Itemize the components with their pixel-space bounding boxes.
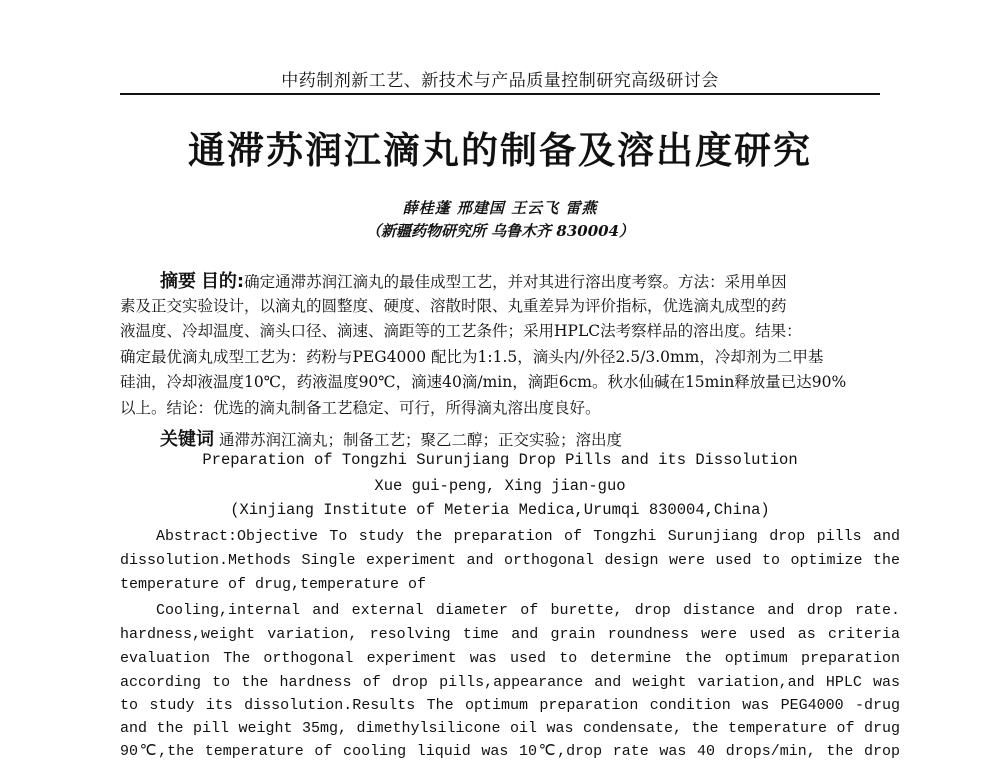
paper-title: 通滞苏润江滴丸的制备及溶出度研究 — [188, 129, 812, 172]
abstract-cn-text: 确定通滞苏润江滴丸的最佳成型工艺，并对其进行溶出度考察。方法：采用单因 — [244, 273, 787, 291]
abstract-cn-line-6: 以上。结论：优选的滴丸制备工艺稳定、可行，所得滴丸溶出度良好。 — [120, 399, 601, 417]
english-abstract-line: according to the hardness of drop pills,appearance and weight variation,and HPLC was — [120, 674, 900, 691]
english-abstract-line: and the pill weight 35mg, dimethylsilicone oil was condensate, the temperature of drug — [120, 720, 900, 737]
abstract-cn-line-5: 硅油，冷却液温度10℃，药液温度90℃，滴速40滴/min，滴距6cm。秋水仙碱在15min释放量已达90% — [120, 373, 847, 391]
english-abstract-line: hardness,weight variation, resolving time and grain roundness were used as criteria — [120, 626, 900, 643]
abstract-cn-line-3: 液温度、冷却温度、滴头口径、滴速、滴距等的工艺条件；采用HPLC法考察样品的溶出度。结果： — [120, 322, 802, 340]
english-abstract-line: to study its dissolution.Results The optimum preparation condition was PEG4000 -drug — [120, 697, 900, 714]
english-abstract-line: evaluation The orthogonal experiment was used to determine the optimum preparation — [120, 650, 900, 667]
english-title: Preparation of Tongzhi Surunjiang Drop Pills and its Dissolution — [202, 451, 798, 469]
english-abstract-line: dissolution.Methods Single experiment and orthogonal design were used to optimize the — [120, 552, 900, 569]
abstract-cn-label: 摘要 — [160, 271, 196, 292]
keywords-label: 关键词 — [160, 429, 214, 450]
abstract-cn-line-1 — [160, 270, 900, 294]
english-abstract-line: Abstract:Objective To study the preparation of Tongzhi Surunjiang drop pills and — [156, 528, 900, 545]
english-abstract-line: Cooling,internal and external diameter of burette, drop distance and drop rate. — [156, 602, 900, 619]
keywords-text: 通滞苏润江滴丸；制备工艺；聚乙二醇；正交实验；溶出度 — [218, 431, 622, 449]
abstract-cn-line-2: 素及正交实验设计，以滴丸的圆整度、硬度、溶散时限、丸重差异为评价指标，优选滴丸成型的药 — [120, 297, 787, 315]
abstract-cn-objective-label: 目的: — [200, 271, 245, 292]
english-abstract-line: 90℃,the temperature of cooling liquid was 10℃,drop rate was 40 drops/min, the drop — [120, 743, 900, 760]
english-abstract-line: temperature of drug,temperature of — [120, 576, 427, 593]
keywords-line — [160, 425, 900, 451]
abstract-cn-line-4: 确定最优滴丸成型工艺为：药粉与PEG4000 配比为1:1.5，滴头内/外径2.5/3.0mm，冷却剂为二甲基 — [120, 348, 824, 366]
authors: 薛桂蓬 邢建国 王云飞 雷燕 — [402, 199, 598, 217]
conference-header: 中药制剂新工艺、新技术与产品质量控制研究高级研讨会 — [281, 71, 719, 91]
english-authors: Xue gui-peng, Xing jian-guo — [374, 477, 626, 495]
header-rule — [120, 93, 880, 95]
affiliation: （新疆药物研究所 乌鲁木齐 830004） — [365, 222, 635, 240]
english-affiliation: (Xinjiang Institute of Meteria Medica,Urumqi 830004,China) — [230, 501, 770, 519]
